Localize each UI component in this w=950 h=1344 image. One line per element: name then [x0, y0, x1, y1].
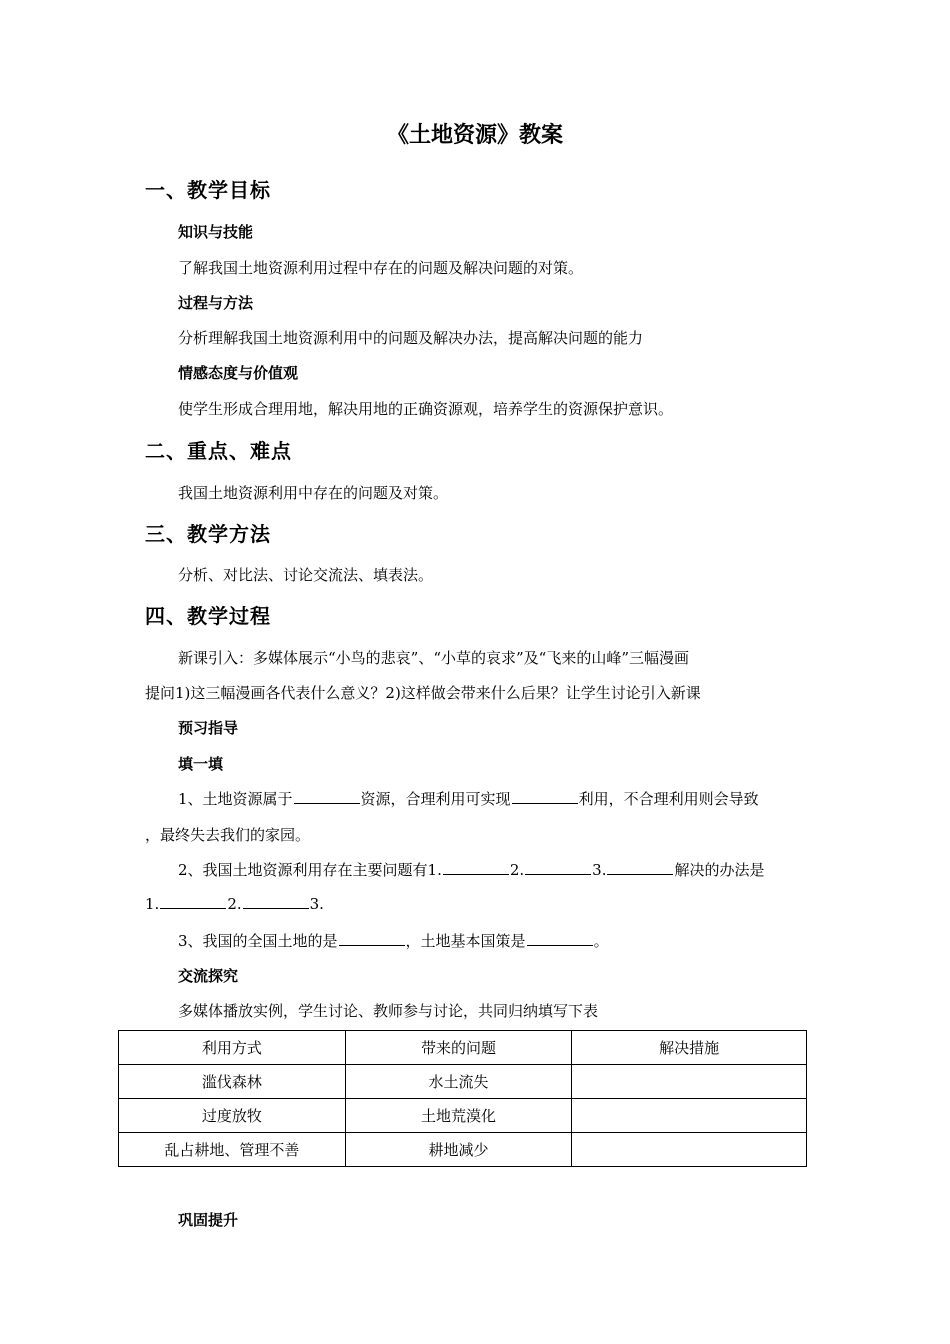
fill-blank[interactable]: [512, 802, 578, 804]
table-cell: 耕地减少: [345, 1133, 572, 1167]
section-heading-objectives: 一、教学目标: [145, 178, 271, 202]
question-3-text-c: 。: [593, 932, 609, 950]
subheading-consolidate: 巩固提升: [178, 1211, 239, 1229]
question-2-text-d: 解决的办法是: [674, 861, 765, 879]
paragraph-explore: 多媒体播放实例，学生讨论、教师参与讨论，共同归纳填写下表: [178, 1002, 599, 1020]
fill-blank[interactable]: [294, 802, 360, 804]
question-1-line2: ，最终失去我们的家园。: [145, 826, 311, 844]
table-cell: 土地荒漠化: [345, 1099, 572, 1133]
question-1-text-c: 利用，不合理利用则会导致: [578, 790, 759, 808]
paragraph-intro-line1: 新课引入：多媒体展示“小鸟的悲哀”、“小草的哀求”及“飞来的山峰”三幅漫画: [178, 649, 690, 667]
fill-blank[interactable]: [243, 907, 309, 909]
table-header-row: [119, 1031, 807, 1065]
question-2-solution-a: 1.: [145, 895, 160, 913]
paragraph-methods: 分析、对比法、讨论交流法、填表法。: [178, 566, 434, 584]
subheading-explore: 交流探究: [178, 967, 239, 985]
document-title: 《土地资源》教案: [386, 122, 563, 148]
table-cell: 滥伐森林: [119, 1065, 346, 1099]
question-1-text-a: 1、土地资源属于: [178, 790, 293, 808]
section-heading-methods: 三、教学方法: [145, 522, 271, 546]
table-cell: 水土流失: [345, 1065, 572, 1099]
paragraph-emotion-values: 使学生形成合理用地，解决用地的正确资源观，培养学生的资源保护意识。: [178, 400, 674, 418]
table-row: [119, 1065, 807, 1099]
table-header-cell: 利用方式: [119, 1031, 346, 1065]
fill-blank[interactable]: [525, 873, 591, 875]
question-1-line1: [178, 788, 759, 809]
subheading-fill-in: 填一填: [178, 755, 224, 773]
question-2-text-a: 2、我国土地资源利用存在主要问题有1.: [178, 861, 442, 879]
question-2-line2: [145, 895, 324, 913]
subheading-preview: 预习指导: [178, 719, 239, 737]
question-2-text-c: 3.: [592, 861, 607, 879]
subheading-knowledge-skills: 知识与技能: [178, 223, 254, 241]
table-cell-empty[interactable]: [572, 1133, 807, 1167]
fill-blank[interactable]: [339, 944, 405, 946]
table-cell-empty[interactable]: [572, 1065, 807, 1099]
table-header-cell: 解决措施: [572, 1031, 807, 1065]
question-2-text-b: 2.: [509, 861, 525, 879]
section-heading-process: 四、教学过程: [145, 604, 271, 628]
paragraph-knowledge-skills: 了解我国土地资源利用过程中存在的问题及解决问题的对策。: [178, 259, 584, 277]
table-cell-empty[interactable]: [572, 1099, 807, 1133]
summary-table: [118, 1030, 807, 1167]
question-2-solution-b: 2.: [227, 895, 242, 913]
fill-blank[interactable]: [527, 944, 593, 946]
table-cell: 乱占耕地、管理不善: [119, 1133, 346, 1167]
paragraph-intro-line2: 提问1)这三幅漫画各代表什么意义？2)这样做会带来什么后果？让学生讨论引入新课: [145, 684, 701, 702]
section-heading-key-points: 二、重点、难点: [145, 439, 292, 463]
question-2-solution-c: 3.: [309, 895, 324, 913]
table-row: [119, 1099, 807, 1133]
question-3-text-b: ，土地基本国策是: [405, 932, 526, 950]
table-row: [119, 1133, 807, 1167]
fill-blank[interactable]: [160, 907, 226, 909]
paragraph-process-methods: 分析理解我国土地资源利用中的问题及解决办法，提高解决问题的能力: [178, 329, 644, 347]
paragraph-key-points: 我国土地资源利用中存在的问题及对策。: [178, 484, 449, 502]
fill-blank[interactable]: [443, 873, 509, 875]
question-2-line1: [178, 859, 765, 880]
question-3: [178, 930, 609, 951]
subheading-emotion-values: 情感态度与价值观: [178, 364, 299, 382]
table-cell: 过度放牧: [119, 1099, 346, 1133]
subheading-process-methods: 过程与方法: [178, 294, 254, 312]
table-header-cell: 带来的问题: [345, 1031, 572, 1065]
fill-blank[interactable]: [607, 873, 673, 875]
question-3-text-a: 3、我国的全国土地的是: [178, 932, 338, 950]
question-1-text-b: 资源，合理利用可实现: [360, 790, 511, 808]
